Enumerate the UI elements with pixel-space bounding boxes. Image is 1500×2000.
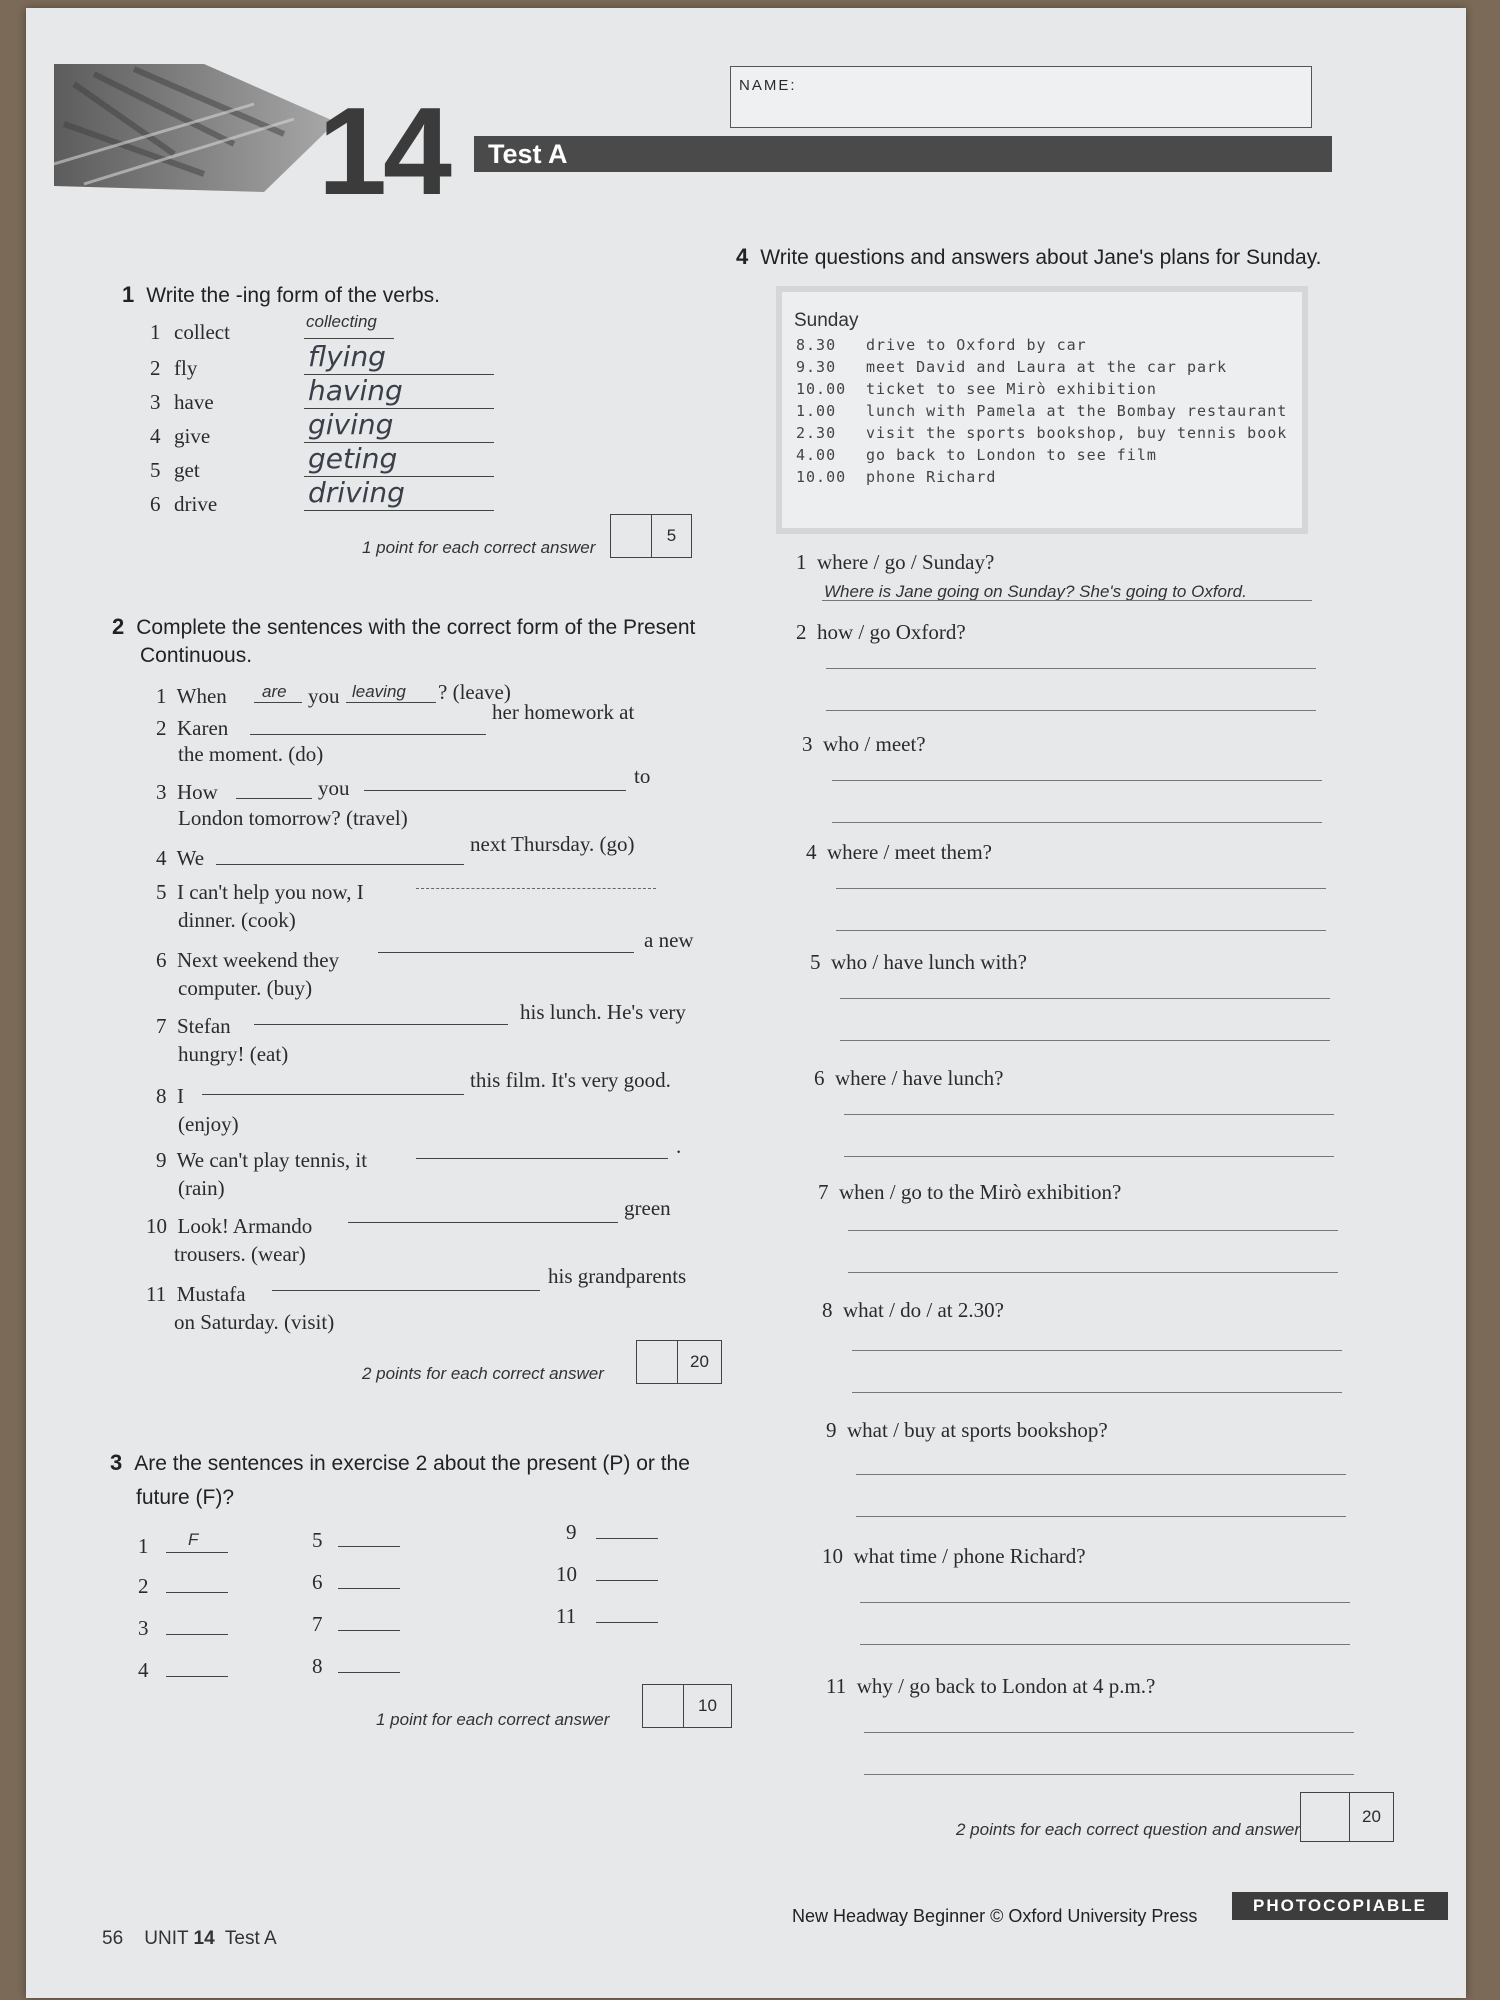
ex1-total: 5 — [666, 526, 677, 545]
footer-unit: UNIT — [144, 1928, 189, 1949]
ex1-item-num: 2 — [150, 356, 161, 380]
page-number: 56 — [102, 1928, 124, 1949]
ex2-s11: 11 Mustafa — [146, 1282, 246, 1306]
ex3-item-num: 5 — [312, 1528, 323, 1552]
ex1-item-num: 3 — [150, 390, 161, 414]
ex2-s2-text: her homework at — [492, 700, 635, 724]
ex3-points: 1 point for each correct answer — [376, 1710, 610, 1729]
ex1-item-num: 4 — [150, 424, 161, 448]
plan-time: 10.00 — [796, 380, 847, 398]
name-box[interactable] — [730, 66, 1312, 128]
footer-unit-num: 14 — [193, 1928, 215, 1949]
ex2-total: 20 — [690, 1352, 709, 1371]
plan-entry: drive to Oxford by car — [866, 336, 1087, 354]
ex4-q10: 10 what time / phone Richard? — [822, 1544, 1086, 1568]
plan-entry: lunch with Pamela at the Bombay restaurant — [866, 402, 1288, 420]
plan-time: 9.30 — [796, 358, 837, 376]
ex3-item-num: 6 — [312, 1570, 323, 1594]
ex4-q4: 4 where / meet them? — [806, 840, 993, 864]
plan-time: 10.00 — [796, 468, 847, 486]
worksheet-page — [26, 8, 1466, 1998]
ex4-score-box[interactable] — [1300, 1792, 1394, 1842]
ex3-item-num: 1 — [138, 1534, 149, 1558]
ex2-title: 2 Complete the sentences with the correct form of the Present — [112, 614, 696, 639]
plan-entry: meet David and Laura at the car park — [866, 358, 1228, 376]
ex1-item-num: 1 — [150, 320, 161, 344]
ex2-s2-text: the moment. (do) — [178, 742, 324, 766]
ex2-s1: 1 When — [156, 684, 227, 708]
ex3-title-cont: future (F)? — [136, 1486, 235, 1509]
ex1-verb: have — [174, 390, 214, 414]
ex1-answer[interactable]: giving — [308, 408, 394, 441]
ex3-item-num: 7 — [312, 1612, 323, 1636]
ex4-q1-example: Where is Jane going on Sunday? She's going to Oxford. — [824, 582, 1247, 601]
plan-time: 4.00 — [796, 446, 837, 464]
ex4-total: 20 — [1362, 1807, 1381, 1826]
ex3-item-num: 4 — [138, 1658, 149, 1682]
ex3-item-num: 3 — [138, 1616, 149, 1640]
ex2-s9-text: . — [676, 1134, 682, 1158]
ex2-s1-fill2[interactable]: leaving — [352, 682, 406, 701]
ex1-item-num: 5 — [150, 458, 161, 482]
header-photo — [54, 64, 344, 204]
ex1-answer[interactable]: driving — [308, 476, 405, 509]
ex4-q8: 8 what / do / at 2.30? — [822, 1298, 1004, 1322]
ex2-s10: 10 Look! Armando — [146, 1214, 313, 1238]
ex2-s2: 2 Karen — [156, 716, 229, 740]
ex4-q3: 3 who / meet? — [802, 732, 926, 756]
ex1-verb: get — [174, 458, 200, 482]
ex4-q2: 2 how / go Oxford? — [796, 620, 966, 644]
ex2-s8-text: (enjoy) — [178, 1112, 239, 1136]
plan-time: 2.30 — [796, 424, 837, 442]
plan-time: 1.00 — [796, 402, 837, 420]
plan-entry: ticket to see Mirò exhibition — [866, 380, 1157, 398]
ex4-q6: 6 where / have lunch? — [814, 1066, 1004, 1090]
ex2-s7-text: his lunch. He's very — [520, 1000, 686, 1024]
ex1-answer[interactable]: having — [308, 374, 403, 407]
ex4-q7: 7 when / go to the Mirò exhibition? — [818, 1180, 1122, 1204]
publisher-text: New Headway Beginner © Oxford University Press — [792, 1906, 1198, 1926]
ex4-q9: 9 what / buy at sports bookshop? — [826, 1418, 1108, 1442]
ex2-s3: 3 How — [156, 780, 218, 804]
ex2-s1-text: you — [308, 684, 340, 708]
ex2-s5-text: dinner. (cook) — [178, 908, 296, 932]
ex3-item-num: 10 — [556, 1562, 577, 1586]
ex2-s1-text: ? (leave) — [438, 680, 511, 704]
ex2-score-box[interactable] — [636, 1340, 722, 1384]
ex2-s8-text: this film. It's very good. — [470, 1068, 671, 1092]
test-label: Test A — [488, 139, 568, 169]
unit-number: 14 — [318, 83, 448, 221]
plan-entry: phone Richard — [866, 468, 997, 486]
ex3-item-num: 11 — [556, 1604, 577, 1628]
ex1-title: 1 Write the -ing form of the verbs. — [122, 282, 440, 307]
plan-title: Sunday — [794, 310, 859, 331]
ex2-s4-text: next Thursday. (go) — [470, 832, 635, 856]
plan-entry: visit the sports bookshop, buy tennis book — [866, 424, 1288, 442]
ex1-answer[interactable]: geting — [308, 442, 398, 475]
ex3-title: 3 Are the sentences in exercise 2 about the present (P) or the — [110, 1450, 690, 1475]
ex4-points: 2 points for each correct question and answer — [956, 1820, 1300, 1839]
ex2-s6-text: a new — [644, 928, 694, 952]
ex2-s1-fill1[interactable]: are — [262, 682, 287, 701]
ex2-s8: 8 I — [156, 1084, 184, 1108]
plan-entry: go back to London to see film — [866, 446, 1157, 464]
ex1-verb: drive — [174, 492, 218, 516]
ex4-q1: 1 where / go / Sunday? — [796, 550, 995, 574]
ex2-s5: 5 I can't help you now, I — [156, 880, 364, 904]
ex2-s6: 6 Next weekend they — [156, 948, 340, 972]
ex4-title: 4 Write questions and answers about Jane's plans for Sunday. — [736, 244, 1322, 269]
ex2-s4: 4 We — [156, 846, 205, 870]
ex2-s3-text: London tomorrow? (travel) — [178, 806, 408, 830]
ex3-score-box[interactable] — [642, 1684, 732, 1728]
ex2-s10-text: green — [624, 1196, 671, 1220]
ex3-item-num: 9 — [566, 1520, 577, 1544]
ex1-item-num: 6 — [150, 492, 161, 516]
ex2-s10-text: trousers. (wear) — [174, 1242, 306, 1266]
ex1-score-box[interactable] — [610, 514, 692, 558]
ex2-s7: 7 Stefan — [156, 1014, 231, 1038]
ex3-answer[interactable]: F — [188, 1530, 199, 1549]
ex4-q5: 5 who / have lunch with? — [810, 950, 1027, 974]
ex2-s9-text: (rain) — [178, 1176, 225, 1200]
footer-test: Test A — [224, 1928, 277, 1949]
ex2-points: 2 points for each correct answer — [362, 1364, 604, 1383]
footer-left — [102, 1928, 277, 1950]
ex1-verb: give — [174, 424, 211, 448]
photocopiable-badge: PHOTOCOPIABLE — [1232, 1892, 1448, 1920]
ex2-s11-text: his grandparents — [548, 1264, 687, 1288]
ex1-answer[interactable]: flying — [308, 340, 386, 373]
title-bar — [474, 136, 1332, 172]
ex3-item-num: 2 — [138, 1574, 149, 1598]
ex2-s3-text: to — [634, 764, 651, 788]
plan-box — [776, 286, 1308, 534]
ex2-s6-text: computer. (buy) — [178, 976, 313, 1000]
ex2-s11-text: on Saturday. (visit) — [174, 1310, 335, 1334]
ex2-s7-text: hungry! (eat) — [178, 1042, 289, 1066]
ex3-item-num: 8 — [312, 1654, 323, 1678]
ex2-title-cont: Continuous. — [140, 644, 253, 667]
ex2-s3-text: you — [318, 776, 350, 800]
ex4-q11: 11 why / go back to London at 4 p.m.? — [826, 1674, 1156, 1698]
ex1-points: 1 point for each correct answer — [362, 538, 596, 557]
plan-time: 8.30 — [796, 336, 837, 354]
ex1-verb: fly — [174, 356, 198, 380]
ex2-s9: 9 We can't play tennis, it — [156, 1148, 368, 1172]
ex1-answer[interactable]: collecting — [306, 312, 377, 331]
ex3-total: 10 — [698, 1696, 717, 1715]
name-label: NAME: — [739, 77, 797, 94]
ex1-verb: collect — [174, 320, 230, 344]
